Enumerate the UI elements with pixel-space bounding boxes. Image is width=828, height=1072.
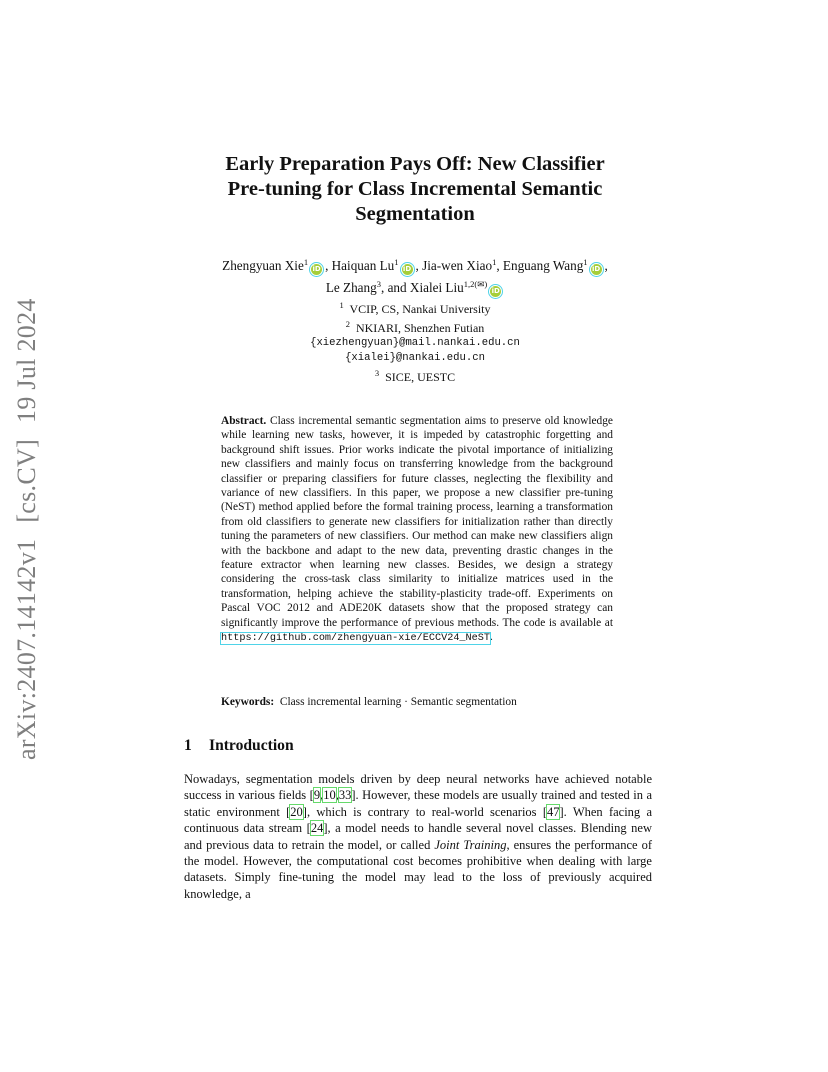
author-list: Zhengyuan Xie$^1$iD , Haiquan Lu$^1$iD , Jia-wen Xiao$^1$, Enguang Wang$^1$iD , Le Zhang$^3$, and Xialei Liu$^{1,2(✉)}$iD (222, 257, 608, 295)
author-affil-sup: 1 (583, 257, 588, 267)
arxiv-category: [cs.CV] (12, 438, 41, 523)
keywords (221, 695, 613, 709)
author-affil-sup: 1,2(✉) (463, 279, 488, 289)
section-number: 1 (184, 737, 192, 754)
abstract-text: Class incremental semantic segmentation aims to preserve old knowledge while learning new tasks, however, it is impeded by catastrophic forgetting and background shift issues. Prior works indicate the pivotal importance of initializing new classifiers and mainly focus on transferring knowledge from the background classifier or preparing classifiers for future classes, neglecting the flexibility and variance of new classifiers. In this paper, we propose a new classifier pre-tuning (NeST) method applied before the formal training process, learning a transformation from old classifiers to generate new classifiers for initialization rather than directly tuning the parameters of new classifiers. Our method can make new classifiers align with the backbone and adapt to the new data, preventing drastic changes in the feature extractor when learning new classes. Besides, we design a strategy considering the cross-task class similarity to initialize matrices used in the transformation, helping achieve the stability-plasticity trade-off. Experiments on Pascal VOC 2012 and ADE20K datasets show that the proposed strategy can significantly improve the performance of previous methods. The code is available at (221, 415, 613, 629)
affiliation-1: $^1$ VCIP, CS, Nankai University (339, 300, 491, 316)
author-name: Enguang Wang (502, 258, 584, 273)
orcid-icon[interactable]: iD (491, 287, 500, 295)
affiliations (200, 298, 630, 385)
orcid-icon[interactable]: iD (402, 265, 412, 273)
affiliation-3: $^3$ SICE, UESTC (374, 368, 456, 384)
arxiv-date: 19 Jul 2024 (12, 298, 41, 423)
author-affil-sup: 1 (394, 257, 399, 267)
title-line-1: Early Preparation Pays Off: New Classifier (225, 153, 605, 175)
arxiv-id: arXiv:2407.14142v1 (12, 538, 41, 760)
author-affil-sup: 1 (303, 257, 309, 267)
code-link[interactable]: https://github.com/zhengyuan-xie/ECCV24_NeST (221, 633, 490, 645)
title-line-3: Segmentation (355, 203, 475, 225)
author-name: Haiquan Lu (331, 258, 395, 273)
author-affil-sup: 1 (492, 257, 497, 267)
intro-paragraph: Nowadays, segmentation models driven by deep neural networks have achieved notable success in various fields [9,10,33]. However, these models are usually trained and tested in a static environment [20], which is contrary to real-world scenarios [47]. When facing a continuous data stream [24], a model needs to handle several novel classes. Blending new and previous data to retrain the model, or called Joint Training, ensures the performance of the model. However, the computational cost becomes prohibitive when dealing with large datasets. Simply fine-tuning the model may lead to the loss of previously acquired knowledge, a (184, 772, 653, 901)
abstract-label: Abstract. (221, 415, 267, 427)
author-name: Zhengyuan Xie (222, 258, 304, 273)
author-name: Jia-wen Xiao (422, 258, 493, 273)
email-2: {xialei}@nankai.edu.cn (345, 352, 485, 364)
abstract: Abstract. Class incremental semantic segmentation aims to preserve old knowledge while learning new tasks, however, it is impeded by catastrophic forgetting and background shift issues. Prior works indicate the pivotal importance of initializing new classifiers and mainly focus on transferring knowledge from the background classifier or preparing classifiers for future classes, neglecting the flexibility and variance of new classifiers. In this paper, we propose a new classifier pre-tuning (NeST) method applied before the formal training process, learning a transformation from old classifiers to generate new classifiers for initialization rather than directly tuning the parameters of new classifiers. Our method can make new classifiers align with the backbone and adapt to the new data, preventing drastic changes in the feature extractor when learning new classes. Besides, we design a strategy considering the cross-task class similarity to initialize matrices used in the transformation, helping achieve the stability-plasticity trade-off. Experiments on Pascal VOC 2012 and ADE20K datasets show that the proposed strategy can significantly improve the performance of previous methods. The code is available at https://github.com/zhengyuan-xie/ECCV24_NeST. (221, 415, 613, 645)
orcid-icon[interactable]: iD (312, 265, 321, 273)
joint-training-term: Joint Training (434, 837, 507, 852)
author-name: Le Zhang (325, 280, 377, 295)
email-1: {xiezhengyuan}@mail.nankai.edu.cn (310, 337, 520, 349)
arxiv-side-stamp (12, 298, 42, 760)
citation-link[interactable]: 20 (290, 804, 303, 819)
keywords-text: Class incremental learning · Semantic segmentation (279, 696, 517, 708)
citation-link[interactable]: 33 (338, 788, 352, 803)
author-affil-sup: 3 (376, 279, 381, 289)
keywords-label: Keywords: (221, 696, 275, 708)
section-title: Introduction (209, 737, 294, 754)
section-heading (184, 737, 294, 755)
affiliation-2: $^2$ NKIARI, Shenzhen Futian (345, 319, 485, 335)
author-name: and Xialei Liu (387, 280, 464, 295)
orcid-icon[interactable]: iD (591, 265, 601, 273)
paper-title (150, 152, 680, 227)
citation-link[interactable]: 9 (313, 788, 321, 803)
title-line-2: Pre-tuning for Class Incremental Semantic (227, 178, 603, 200)
citation-link[interactable]: 10 (323, 788, 336, 803)
citation-link[interactable]: 24 (310, 821, 324, 836)
citation-link[interactable]: 47 (546, 804, 560, 819)
